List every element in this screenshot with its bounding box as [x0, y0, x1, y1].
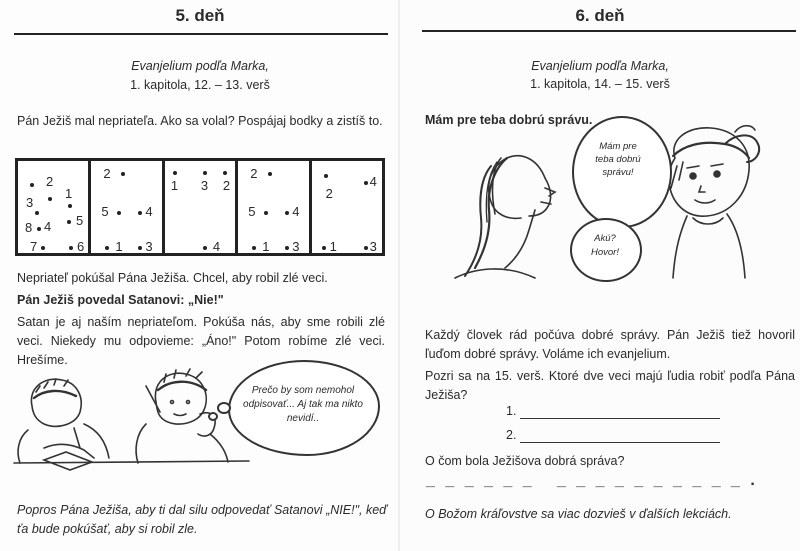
answer-1-number: 1. — [506, 404, 517, 418]
dot-number: 5 — [248, 204, 256, 219]
puzzle-cell-n — [312, 161, 382, 253]
dot-number: 3 — [145, 239, 153, 254]
dot-number: 7 — [30, 239, 38, 254]
dot — [30, 183, 34, 187]
answer-2-number: 2. — [506, 428, 517, 442]
dot-number: 2 — [103, 166, 111, 181]
dot — [268, 172, 272, 176]
dot-number: 2 — [222, 178, 231, 193]
page-title: 6. deň — [575, 6, 625, 25]
dot — [285, 211, 289, 215]
dot-number: 2 — [250, 166, 258, 181]
dot — [48, 197, 52, 201]
dot — [121, 172, 125, 176]
dot — [69, 246, 73, 250]
dot-number: 5 — [101, 204, 109, 219]
dot-number: 4 — [44, 219, 52, 234]
scripture-reference-verse: 1. kapitola, 14. – 15. verš — [530, 77, 670, 91]
dot — [322, 246, 326, 250]
dot — [264, 211, 268, 215]
dot-number: 3 — [369, 239, 377, 254]
dot — [41, 246, 45, 250]
jesus-answer-text: Pán Ježiš povedal Satanovi: „Nie!" — [17, 293, 224, 307]
dot — [117, 211, 121, 215]
dot — [68, 204, 72, 208]
dot — [364, 181, 368, 185]
dot — [364, 246, 368, 250]
speech-bubble-question-text: Akú? Hovor! — [591, 233, 619, 258]
dot-number: 2 — [325, 186, 333, 201]
dot-number: 4 — [212, 239, 221, 254]
thought-bubble-text: Prečo by som nemohol odpisovať... Aj tak ma nikto nevidí.. — [243, 385, 363, 424]
dot — [285, 246, 289, 250]
thought-bubble-tail-dot — [217, 402, 231, 414]
dot — [138, 246, 142, 250]
dot-number: 1 — [262, 239, 270, 254]
dot-number: 3 — [26, 195, 34, 210]
good-news-heading: Mám pre teba dobrú správu. — [425, 113, 593, 127]
dot-number: 1 — [65, 186, 73, 201]
puzzle-cell-a — [91, 161, 164, 253]
puzzle-cell-a2 — [238, 161, 311, 253]
title-rule — [422, 30, 796, 32]
instruction-text: Pán Ježiš mal nepriateľa. Ako sa volal? Pospájaj bodky a zistíš to. — [17, 114, 383, 128]
dot — [138, 211, 142, 215]
speech-bubble-good-news-text: Mám pre teba dobrú správu! — [595, 141, 641, 178]
dot — [67, 220, 71, 224]
kingdom-footer-text: O Božom kráľovstve sa viac dozvieš v ďalších lekciách. — [425, 507, 732, 521]
answer-1-line[interactable] — [520, 404, 720, 419]
scripture-reference-book: Evanjelium podľa Marka, — [131, 59, 269, 73]
dot-number: 1 — [170, 178, 179, 193]
dot-number: 3 — [292, 239, 300, 254]
answer-2-line[interactable] — [520, 428, 720, 443]
answer-dashes[interactable]: _ _ _ _ _ _ _ _ _ _ _ _ _ _ _ _ . — [426, 472, 758, 489]
dot-number: 1 — [329, 239, 337, 254]
puzzle-cell-s — [18, 161, 91, 253]
temptation-text: Nepriateľ pokúšal Pána Ježiša. Chcel, aby robil zlé veci. — [17, 271, 328, 285]
good-news-text: Každý človek rád počúva dobré správy. Pán Ježiš tiež hovoril ľuďom dobré správy. Voláme ich evanjelium. — [425, 328, 795, 361]
dot-number: 4 — [145, 204, 153, 219]
connect-the-dots-puzzle — [15, 158, 385, 256]
dot — [35, 211, 39, 215]
dot — [173, 171, 177, 175]
dot-number: 1 — [115, 239, 123, 254]
dot — [223, 171, 227, 175]
page-title: 5. deň — [175, 6, 225, 25]
boys-at-desk-illustration — [14, 368, 254, 478]
thought-bubble-tail-dot — [208, 412, 218, 421]
dot-number: 5 — [76, 213, 84, 228]
dot-number: 8 — [25, 220, 33, 235]
dot — [203, 171, 207, 175]
prayer-text: Popros Pána Ježiša, aby ti dal silu odpovedať Satanovi „NIE!", keď ťa bude pokúšať, aby si robil zle. — [17, 503, 387, 536]
scripture-reference-book: Evanjelium podľa Marka, — [531, 59, 669, 73]
dot — [252, 246, 256, 250]
dot-number: 4 — [292, 204, 300, 219]
right-page — [400, 0, 800, 551]
dot-number: 3 — [200, 178, 209, 193]
title-rule — [14, 33, 388, 35]
dot — [105, 246, 109, 250]
dot-number: 4 — [369, 174, 377, 189]
dot — [324, 174, 328, 178]
dot-number: 6 — [77, 239, 85, 254]
satan-enemy-text: Satan je aj naším nepriateľom. Pokúša nás, aby sme robili zlé veci. Niekedy mu odpovieme: „Áno!" Potom robíme zlé veci. Hrešíme. — [17, 315, 385, 367]
puzzle-cell-t — [165, 161, 238, 253]
dot — [203, 246, 207, 250]
dot — [37, 227, 41, 231]
dot-number: 2 — [46, 174, 54, 189]
good-news-question: O čom bola Ježišova dobrá správa? — [425, 454, 625, 468]
scripture-reference-verse: 1. kapitola, 12. – 13. verš — [130, 78, 270, 92]
verse-question: Pozri sa na 15. verš. Ktoré dve veci majú ľudia robiť podľa Pána Ježiša? — [425, 369, 795, 402]
